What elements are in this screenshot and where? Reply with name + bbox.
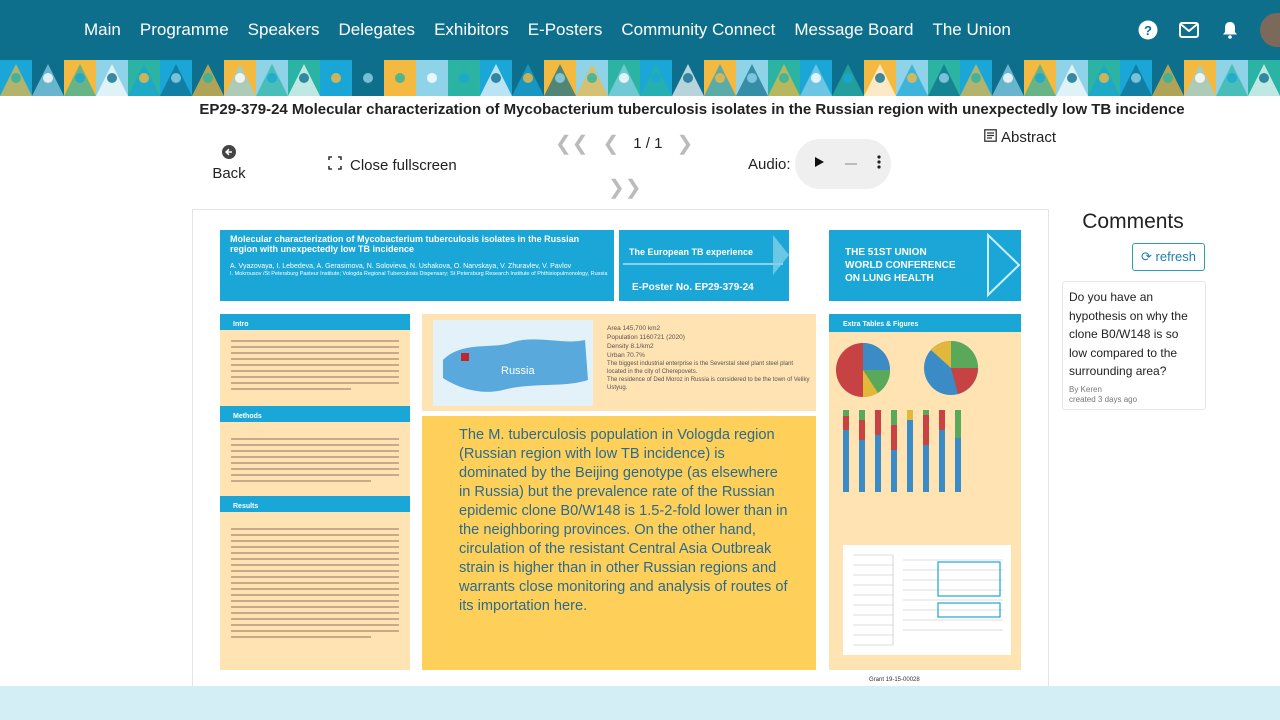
map-label: Russia [501,365,535,377]
pie-chart-2 [924,341,978,395]
first-page-icon[interactable]: ❮❮ [555,133,589,155]
extra-figures-heading: Extra Tables & Figures [843,321,919,328]
eposter-number: E-Poster No. EP29-379-24 [632,282,754,293]
top-navigation [0,0,1280,60]
stat-population: Population 1160721 (2020) [607,334,685,341]
conf-line-2: WORLD CONFERENCE [845,260,956,271]
comment-item [1062,281,1206,410]
svg-text:?: ? [1144,23,1152,38]
fullscreen-label: Close fullscreen [350,156,457,174]
abstract-button[interactable] [984,129,1056,146]
audio-player [795,139,891,189]
nav-exhibitors[interactable]: Exhibitors [434,20,509,39]
back-label: Back [212,165,246,182]
poster-affiliations: I. Mokrousov /St Petersburg Pasteur Institute; Vologda Regional Tuberculosis Dispensary; St Petersburg Research Institute of Phthisiopulmonology, Russia [230,271,608,277]
close-fullscreen-button[interactable] [328,156,457,174]
comment-author: By Keren [1069,384,1102,394]
help-icon[interactable] [1137,19,1159,41]
nav-speakers[interactable]: Speakers [247,20,320,39]
mail-icon[interactable] [1178,19,1200,41]
stat-urban: Urban 70.7% [607,352,645,359]
grant-number: Grant 19-15-00028 [869,677,920,683]
main-menu [84,0,1011,60]
decorative-banner [0,60,1280,96]
conf-line-1: THE 51ST UNION [845,247,927,258]
bell-icon[interactable] [1219,19,1241,41]
avatar[interactable] [1260,13,1280,47]
stat-density: Density 8.1/km2 [607,343,654,350]
nav-community-connect[interactable]: Community Connect [621,20,776,39]
poster-header-title: Molecular characterization of Mycobacterium tuberculosis isolates in the Russian region with unexpectedly low TB incidence [230,234,580,254]
stat-area: Area 145,700 km2 [607,325,661,332]
last-page-icon[interactable]: ❯❯ [608,177,642,199]
back-button[interactable] [208,145,250,183]
fullscreen-exit-icon [328,156,342,174]
poster-title: EP29-379-24 Molecular characterization of Mycobacterium tuberculosis isolates in the Russian region with unexpectedly low TB incidence [199,101,1185,118]
nav-message-board[interactable]: Message Board [794,20,914,39]
intro-heading: Intro [233,321,249,328]
poster-authors: A. Vyazovaya, I. Lebedeva, A. Gerasimova, N. Solovieva, N. Ushakova, O. Narvskaya, V. Zhuravlev, V. Pavlov [230,263,572,270]
comment-text: Do you have an hypothesis on why the clone B0/W148 is so low compared to the surrounding area? [1069,290,1188,378]
conf-line-3: ON LUNG HEALTH [845,273,934,284]
pie-chart-1 [836,343,890,397]
refresh-button[interactable] [1132,243,1205,271]
results-heading: Results [233,503,259,510]
header-icons [1137,0,1280,60]
more-options-icon[interactable] [877,155,881,174]
viewer-controls [0,125,1280,205]
poster-main-text: The M. tuberculosis population in Vologda region (Russian region with low TB incidence) is dominated by the Beijing genotype (as elsewhere in Russia) but the prevalence rate of the Russian epidemic clone B0/W148 is 1.5-2-fold lower than in the neighboring provinces. On the other hand, circulation of the resistant Central Asia Outbreak strain is higher than in other Russian regions and warrants close monitoring and analysis of routes of its importation here. [459,427,788,614]
arrow-left-icon [222,145,236,159]
comment-time: created 3 days ago [1069,394,1138,404]
refresh-label: refresh [1155,249,1196,264]
comments-panel [1060,210,1206,410]
eu-tb-title: The European TB experience [629,247,754,257]
methods-heading: Methods [233,413,262,420]
page-navigation [555,131,693,156]
stat-ded-moroz: The residence of Ded Moroz in Russia is considered to be the town of Veliky Ustyug. [607,377,810,391]
nav-main[interactable]: Main [84,20,121,39]
refresh-icon: ⟳ [1141,249,1152,264]
nav-delegates[interactable]: Delegates [338,20,416,39]
bottom-bar [0,686,1280,720]
audio-label: Audio: [748,156,791,173]
comments-heading: Comments [1082,210,1184,233]
volume-slider[interactable] [845,163,857,165]
next-page-icon[interactable]: ❯ [676,133,694,155]
document-icon [984,129,997,146]
nav-eposters[interactable]: E-Posters [527,20,603,39]
page-indicator: 1 / 1 [633,135,663,152]
prev-page-icon[interactable]: ❮ [602,133,620,155]
eposter-image [192,209,1049,687]
nav-the-union[interactable]: The Union [932,20,1011,39]
abstract-label: Abstract [1001,129,1057,146]
stat-industry: The biggest industrial enterprise is the Severstal steel plant steel plant located in the city of Cherepovets. [607,361,794,375]
nav-programme[interactable]: Programme [139,20,229,39]
play-icon[interactable] [813,155,825,173]
